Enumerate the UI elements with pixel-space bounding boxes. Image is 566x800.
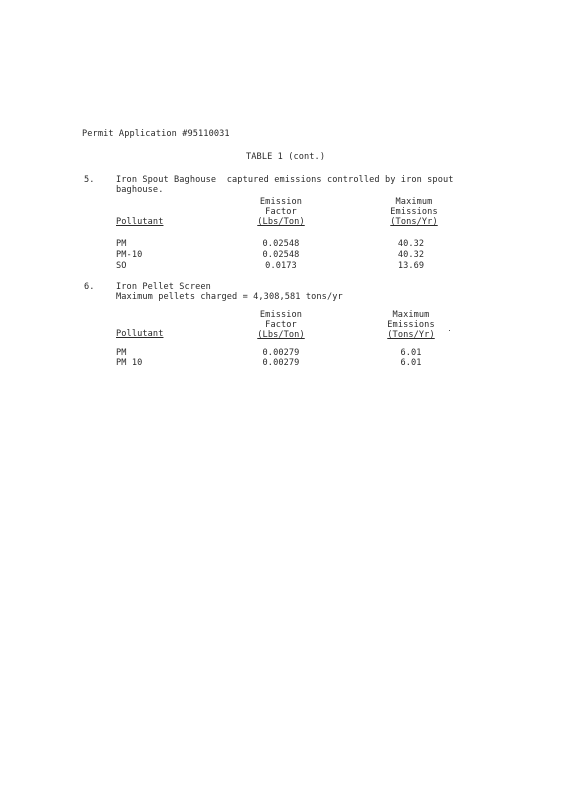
row-factor: 0.00279 — [262, 358, 300, 368]
section-title-cont: baghouse. — [116, 185, 164, 195]
row-max: 40.32 — [397, 239, 425, 249]
pollutant-header: Pollutant — [116, 217, 164, 227]
table-title: TABLE 1 (cont.) — [246, 152, 326, 162]
row-factor: 0.02548 — [262, 239, 300, 249]
row-max: 40.32 — [397, 250, 425, 260]
maximum-header-1: Maximum — [395, 197, 433, 207]
row-pollutant: PM 10 — [116, 358, 143, 368]
section-title: Iron Spout Baghouse captured emissions controlled by iron spout — [116, 175, 454, 185]
row-max: 13.69 — [397, 261, 425, 271]
row-pollutant: PM — [116, 239, 127, 249]
section-title-cont: Maximum pellets charged = 4,308,581 tons/yr — [116, 292, 343, 302]
maximum-header-1: Maximum — [392, 310, 430, 320]
emission-header-3: (Lbs/Ton) — [257, 217, 305, 227]
section-number: 5. — [84, 175, 95, 185]
emission-header-2: Factor — [265, 207, 297, 217]
maximum-header-3: (Tons/Yr) — [387, 330, 435, 340]
maximum-header-2: Emissions — [390, 207, 438, 217]
section-number: 6. — [84, 282, 95, 292]
row-pollutant: PM — [116, 348, 127, 358]
scan-speck — [449, 330, 450, 331]
maximum-header-3: (Tons/Yr) — [390, 217, 438, 227]
pollutant-header: Pollutant — [116, 329, 164, 339]
row-pollutant: SO — [116, 261, 127, 271]
emission-header-2: Factor — [265, 320, 297, 330]
row-pollutant: PM-10 — [116, 250, 143, 260]
row-max: 6.01 — [400, 358, 422, 368]
row-factor: 0.00279 — [262, 348, 300, 358]
permit-header: Permit Application #95110031 — [82, 129, 230, 139]
emission-header-3: (Lbs/Ton) — [257, 330, 305, 340]
emission-header-1: Emission — [259, 310, 303, 320]
emission-header-1: Emission — [259, 197, 303, 207]
section-title: Iron Pellet Screen — [116, 282, 211, 292]
row-factor: 0.02548 — [262, 250, 300, 260]
maximum-header-2: Emissions — [387, 320, 435, 330]
row-factor: 0.0173 — [265, 261, 297, 271]
row-max: 6.01 — [400, 348, 422, 358]
